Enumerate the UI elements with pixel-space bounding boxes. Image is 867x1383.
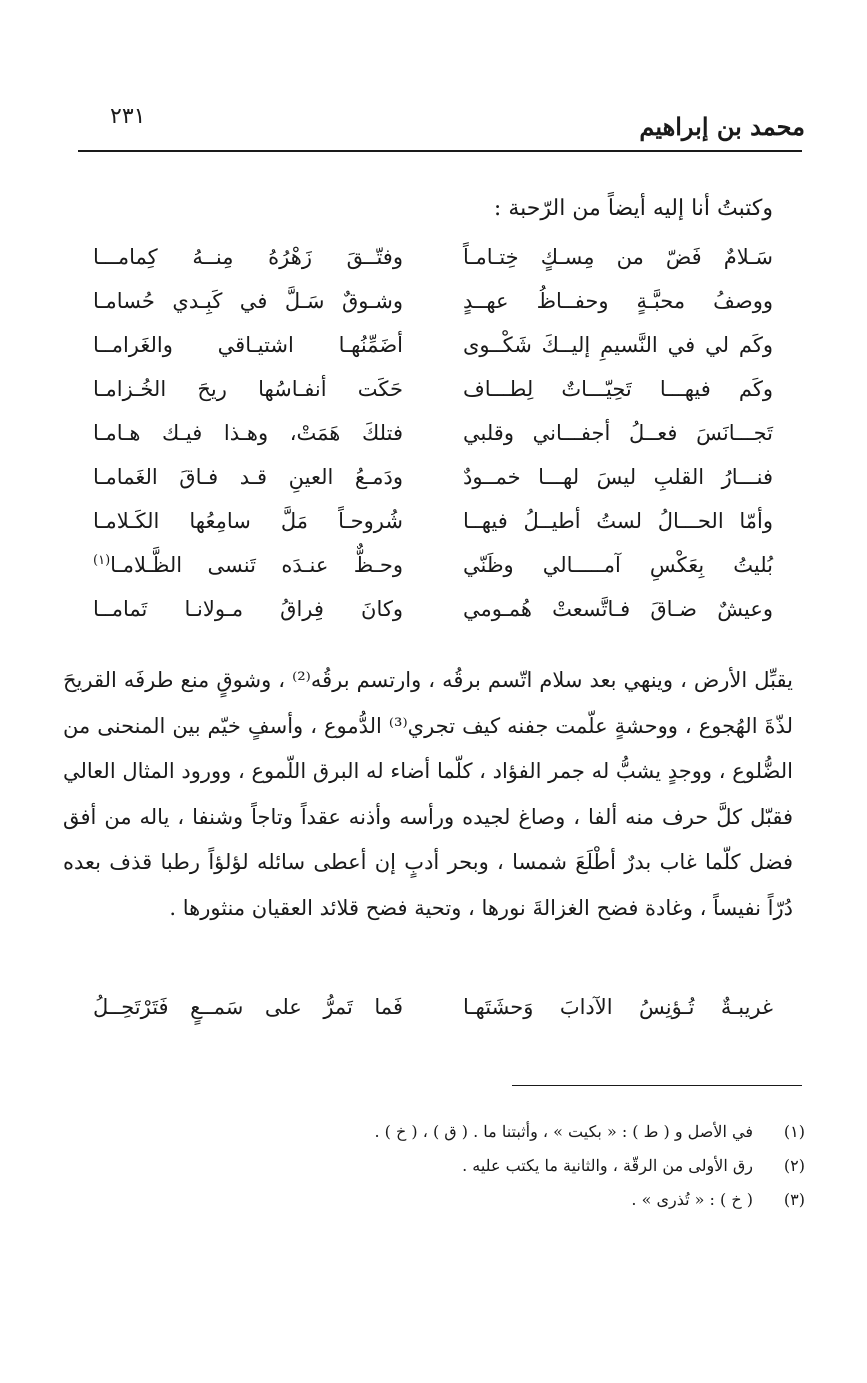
verse xyxy=(93,465,773,509)
verse xyxy=(93,245,773,289)
intro-line: وكتبتُ أنا إليه أيضاً من الرّحبة : xyxy=(493,196,773,221)
verse-second-hemistich-text: وحـظٌّ عنـدَه تَنسى الظَّـلامـا xyxy=(110,553,403,577)
verse-first-hemistich: تَجـــانَسَ فعــلُ أجفـــاني وقلبي xyxy=(463,421,773,445)
footnote-text: في الأصل و ( ط ) : « بكيت » ، وأثبتنا ما . ( ق ) ، ( خ ) . xyxy=(374,1122,753,1141)
verse xyxy=(93,597,773,641)
running-title: محمد بن إبراهيم xyxy=(639,112,805,141)
closing-verse xyxy=(93,995,773,1035)
footnote-number: (١) xyxy=(783,1122,805,1141)
prose-paragraph: يقبِّل الأرض ، وينهي بعد سلام اتّسم برقُه ، وارتسم برقُه⁽²⁾ ، وشوقٍ منع طرفَه القريحَ لذّةَ الهُجوع ، ووحشةٍ علّمت جفنه كيف تجري⁽³⁾ الدُّموع ، وأسفٍ خيّم بين المنحنى من الضُّلوع ، ووجدٍ يشبُّ له جمر الفؤاد ، كلّما أضاء له البرق اللّموع ، وورود المثال العالي فقبّل كلَّ حرف منه ألفا ، وصاغ لجيده ورأسه وأذنه عقداً وتاجاً وشنفا ، ياله من أفق فضل كلّما غاب بدرٌ أطْلَعَ شمسا ، وبحر أدبٍ إن أعطى سائله لؤلؤاً رطبا قذف بعده دُرّاً نفيساً ، وغادة فضح الغزالةَ نورها ، وتحية فضح قلائد العقيان منثورها . xyxy=(63,668,793,920)
header-rule xyxy=(78,150,802,152)
footnote-text: ( خ ) : « تُذرى » . xyxy=(631,1190,753,1209)
verse-first-hemistich: وعيشٌ ضـاقَ فـاتَّسعتْ هُمـومي xyxy=(463,597,773,621)
footnotes xyxy=(85,1122,805,1224)
verse-first-hemistich: فنـــارُ القلبِ ليسَ لهـــا خمــودٌ xyxy=(463,465,773,489)
verse-second-hemistich: وفتّــقَ زَهْرُهُ مِنــهُ كِمامـــا xyxy=(93,245,403,269)
verse-first-hemistich: سَـلامٌ فَضّ من مِسـكٍ خِتـامـاً xyxy=(463,245,773,269)
verse-second-hemistich: حَكَت أنفـاسُها ريحَ الخُـزامـا xyxy=(93,377,403,401)
footnote xyxy=(85,1122,805,1156)
footnote xyxy=(85,1190,805,1224)
verse-second-hemistich: وشـوقٌ سَـلَّ في كَبِـدي حُسامـا xyxy=(93,289,403,313)
verse xyxy=(93,333,773,377)
verse-first-hemistich: وكَم فيهـــا تَحِيّـــاتٌ لِطـــاف xyxy=(463,377,773,401)
footnote-number: (٣) xyxy=(783,1190,805,1209)
verse-first-hemistich: وأمّا الحـــالُ لستُ أطيــلُ فيهــا xyxy=(463,509,773,533)
verse xyxy=(93,289,773,333)
verse xyxy=(93,509,773,553)
page-number: ٢٣١ xyxy=(110,104,146,129)
poem xyxy=(93,245,773,641)
footnote-rule xyxy=(512,1085,802,1086)
verse-second-hemistich: أضَمِّنُهـا اشتيـاقي والغَرامــا xyxy=(93,333,403,357)
closing-first-hemistich: غريبـةٌ تُـؤنِسُ الآدابَ وَحشَتَهـا xyxy=(463,995,773,1019)
verse-second-hemistich: فتلكَ هَمَتْ، وهـذا فيـك هـامـا xyxy=(93,421,403,445)
verse-second-hemistich: ودَمـعُ العينِ قـد فـاقَ الغَمامـا xyxy=(93,465,403,489)
footnote-number: (٢) xyxy=(783,1156,805,1175)
footnote-marker: (١) xyxy=(93,553,111,568)
verse xyxy=(93,377,773,421)
verse-first-hemistich: وكَم لي في النَّسيمِ إليــكَ شَكْــوى xyxy=(463,333,773,357)
verse-first-hemistich: بُليتُ بِعَكْسِ آمـــــالي وظَنّي xyxy=(463,553,773,577)
verse-second-hemistich: شُروحـاً مَلَّ سامِعُها الكَـلامـا xyxy=(93,509,403,533)
verse xyxy=(93,553,773,597)
footnote-text: رق الأولى من الرقّة ، والثانية ما يكتب عليه . xyxy=(462,1156,753,1175)
footnote xyxy=(85,1156,805,1190)
verse-second-hemistich: وكانَ فِراقُ مـولانـا تَمامــا xyxy=(93,597,403,621)
closing-second-hemistich: فَما تَمرُّ على سَمــعٍ فَتَرْتَحِــلُ xyxy=(93,995,403,1019)
verse-first-hemistich: ووصفُ محبَّـةٍ وحفــاظُ عهــدٍ xyxy=(463,289,773,313)
verse-second-hemistich xyxy=(93,553,403,577)
verse xyxy=(93,421,773,465)
